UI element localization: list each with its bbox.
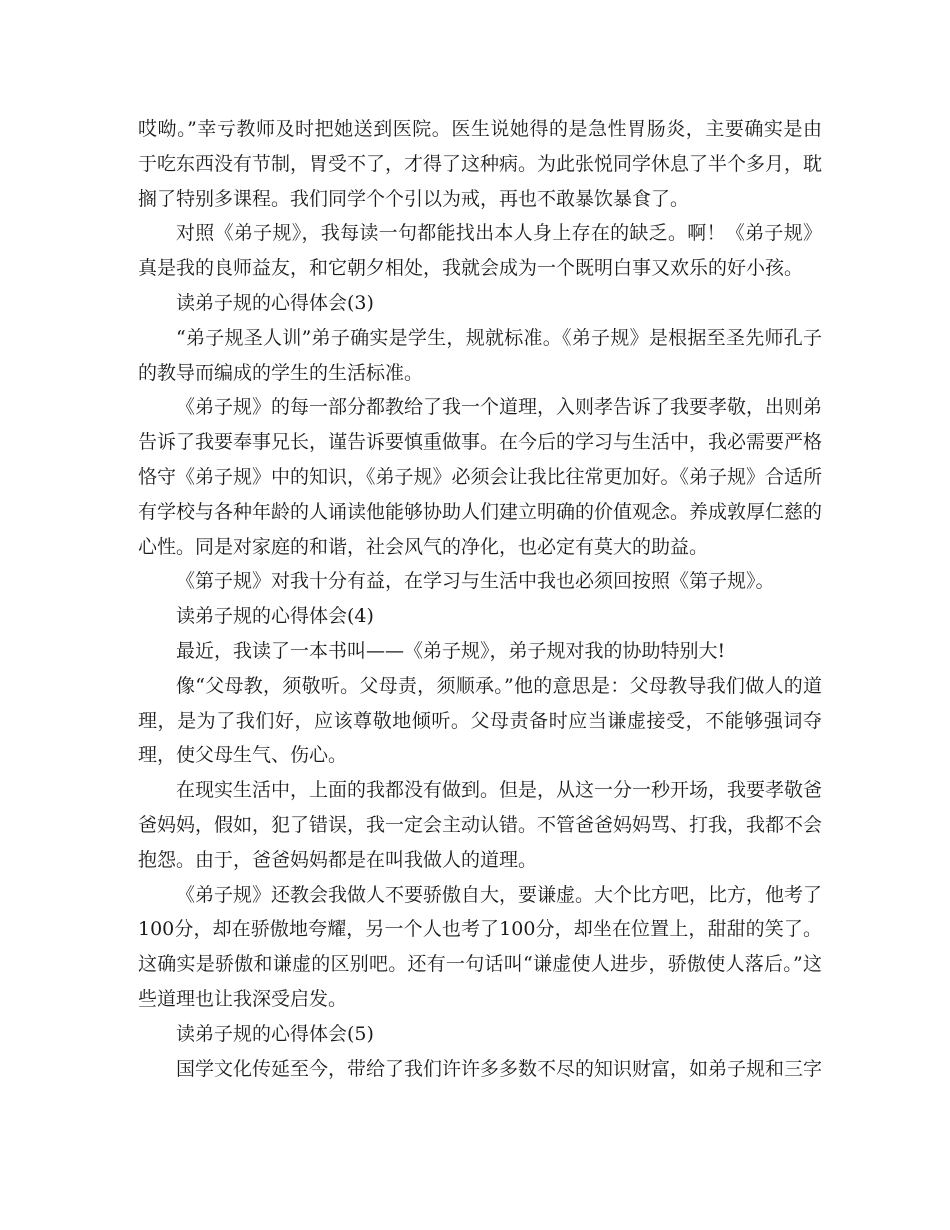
paragraph: 《弟子规》的每一部分都教给了我一个道理，入则孝告诉了我要孝敬，出则弟告诉了我要奉事兄长，谨告诉要慎重做事。在今后的学习与生活中，我必需要严格恪守《弟子规》中的知识，《弟子规》必须会让我比往常更加好。《弟子规》合适所有学校与各种年龄的人诵读他能够协助人们建立明确的价值观念。养成敦厚仁慈的心性。同是对家庭的和谐，社会风气的净化，也必定有莫大的助益。	[138, 396, 823, 558]
section-heading-4: 读弟子规的心得体会(4)	[176, 605, 374, 628]
document-body	[138, 112, 822, 1086]
paragraph: 最近，我读了一本书叫——《弟子规》，弟子规对我的协助特别大!	[176, 639, 726, 662]
paragraph-continuation: 哎呦。”幸亏教师及时把她送到医院。医生说她得的是急性胃肠炎，主要确实是由于吃东西没有节制，胃受不了，才得了这种病。为此张悦同学休息了半个多月，耽搁了特别多课程。我们同学个个引以为戒，再也不敢暴饮暴食了。	[138, 118, 823, 210]
paragraph: 《第子规》对我十分有益，在学习与生活中我也必须回按照《第子规》。	[176, 570, 775, 593]
section-heading-5: 读弟子规的心得体会(5)	[176, 1022, 374, 1045]
paragraph: “弟子规圣人训”弟子确实是学生，规就标准。《弟子规》是根据至圣先师孔子的教导而编成的学生的生活标准。	[138, 326, 822, 384]
paragraph: 在现实生活中，上面的我都没有做到。但是，从这一分一秒开场，我要孝敬爸爸妈妈，假如，犯了错误，我一定会主动认错。不管爸爸妈妈骂、打我，我都不会抱怨。由于，爸爸妈妈都是在叫我做人的道理。	[138, 779, 823, 871]
paragraph: 像“父母教，须敬听。父母责，须顺承。”他的意思是：父母教导我们做人的道理，是为了我们好，应该尊敬地倾听。父母责备时应当谦虚接受，不能够强词夺理，使父母生气、伤心。	[138, 674, 822, 767]
section-heading-3: 读弟子规的心得体会(3)	[176, 291, 374, 314]
paragraph: 国学文化传延至今，带给了我们许许多多数不尽的知识财富，如弟子规和三字	[176, 1057, 823, 1080]
paragraph: 对照《弟子规》，我每读一句都能找出本人身上存在的缺乏。啊！《弟子规》真是我的良师益友，和它朝夕相处，我就会成为一个既明白事又欢乐的好小孩。	[138, 222, 822, 280]
paragraph: 《弟子规》还教会我做人不要骄傲自大，要谦虚。大个比方吧，比方，他考了100分，却在骄傲地夸耀，另一个人也考了100分，却坐在位置上，甜甜的笑了。这确实是骄傲和谦虚的区别吧。还有一句话叫“谦虚使人进步，骄傲使人落后。”这些道理也让我深受启发。	[138, 883, 823, 1010]
